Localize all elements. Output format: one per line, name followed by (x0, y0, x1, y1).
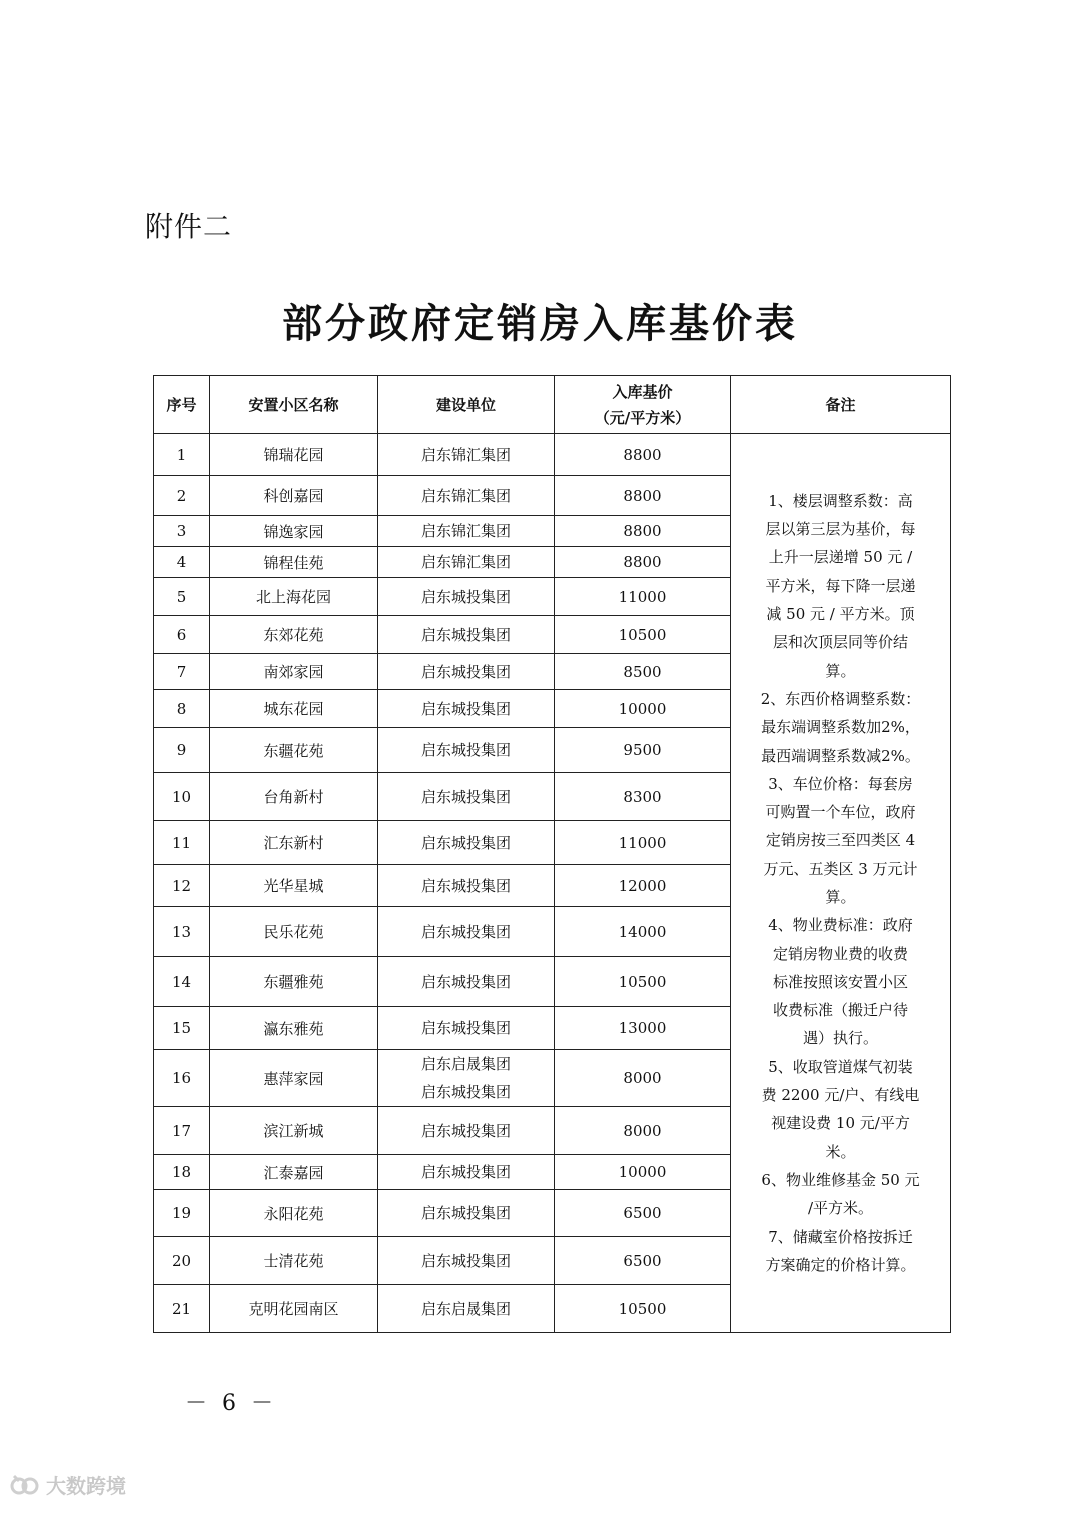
builder-name: 启东城投集团 (420, 833, 511, 852)
cell-price: 10500 (555, 616, 731, 654)
builder-name: 启东城投集团 (420, 741, 511, 759)
cell-community-name: 民乐花苑 (210, 907, 378, 957)
cell-price: 8300 (555, 773, 731, 821)
remarks-line: 5、收取管道煤气初装 (768, 1057, 913, 1076)
builder-name: 启东城投集团 (420, 1083, 511, 1101)
remarks-line: 算。 (825, 888, 856, 906)
remarks-line: 定销房物业费的收费 (772, 944, 908, 963)
cell-community-name: 锦程佳苑 (210, 547, 378, 578)
builder-name: 启东城投集团 (420, 699, 511, 718)
remarks-line: 减 50 元 / 平方米。顶 (766, 605, 915, 624)
remarks-line: 方案确定的价格计算。 (765, 1255, 916, 1274)
builder-name: 启东城投集团 (420, 1251, 511, 1270)
cell-builder (378, 1050, 555, 1107)
cell-seq: 4 (154, 547, 210, 578)
cell-seq: 10 (154, 773, 210, 821)
cell-builder (378, 654, 555, 690)
cell-seq: 15 (154, 1007, 210, 1050)
cell-community-name: 克明花园南区 (210, 1285, 378, 1333)
cell-builder (378, 547, 555, 578)
cell-seq: 11 (154, 821, 210, 865)
header-price-unit: （元/平方米） (594, 408, 691, 427)
remarks-line: 可购置一个车位，政府 (765, 803, 916, 822)
remarks-line: 遇）执行。 (802, 1029, 878, 1048)
remarks-line: 7、储藏室价格按拆迁 (768, 1227, 913, 1246)
cell-seq: 6 (154, 616, 210, 654)
builder-name: 启东城投集团 (420, 625, 511, 644)
builder-name: 启东启晟集团 (420, 1299, 511, 1318)
cell-builder (378, 1107, 555, 1155)
builder-name: 启东锦汇集团 (420, 553, 511, 571)
cell-price: 11000 (555, 821, 731, 865)
cell-builder (378, 476, 555, 516)
cell-price: 6500 (555, 1190, 731, 1237)
cell-community-name: 士清花苑 (210, 1237, 378, 1285)
cell-community-name: 锦逸家园 (210, 516, 378, 547)
cell-builder (378, 1237, 555, 1285)
cell-community-name: 汇泰嘉园 (210, 1155, 378, 1190)
remarks-line: 上升一层递增 50 元 / (768, 548, 913, 567)
builder-name: 启东城投集团 (420, 922, 511, 941)
remarks-line: 2、东西价格调整系数： (760, 689, 921, 708)
header-price (555, 376, 731, 434)
cell-community-name: 南郊家园 (210, 654, 378, 690)
cell-price: 8800 (555, 476, 731, 516)
remarks-line: 算。 (825, 661, 856, 680)
cell-builder (378, 907, 555, 957)
attachment-label: 附件二 (145, 210, 233, 243)
cell-price: 10000 (555, 1155, 731, 1190)
table-header-row (154, 376, 951, 434)
cell-builder (378, 434, 555, 476)
cell-price: 13000 (555, 1007, 731, 1050)
builder-name: 启东锦汇集团 (420, 486, 511, 505)
cell-builder (378, 773, 555, 821)
builder-name: 启东城投集团 (420, 1121, 511, 1140)
cell-community-name: 东疆花苑 (210, 728, 378, 773)
table-body (154, 434, 951, 1333)
cell-community-name: 台角新村 (210, 773, 378, 821)
remarks-line: 视建设费 10 元/平方 (771, 1114, 910, 1133)
cell-builder (378, 1285, 555, 1333)
cell-price: 8800 (555, 547, 731, 578)
builder-name: 启东锦汇集团 (420, 522, 511, 540)
document-title: 部分政府定销房入库基价表 (282, 300, 798, 347)
cell-price: 8500 (555, 654, 731, 690)
remarks-line: 层和次顶层同等价结 (772, 633, 908, 652)
cell-builder (378, 1155, 555, 1190)
cell-seq: 18 (154, 1155, 210, 1190)
remarks-line: 定销房按三至四类区 4 (765, 831, 916, 850)
cell-seq: 8 (154, 690, 210, 728)
cell-seq: 7 (154, 654, 210, 690)
cell-price: 8000 (555, 1050, 731, 1107)
builder-name: 启东城投集团 (420, 972, 511, 991)
remarks-line: 3、车位价格：每套房 (768, 774, 913, 793)
cell-price: 11000 (555, 578, 731, 616)
remarks-line: 米。 (825, 1142, 856, 1161)
cell-seq: 21 (154, 1285, 210, 1333)
cell-community-name: 永阳花苑 (210, 1190, 378, 1237)
cell-builder (378, 690, 555, 728)
builder-name: 启东城投集团 (420, 787, 511, 806)
cell-builder (378, 957, 555, 1007)
cell-seq: 17 (154, 1107, 210, 1155)
cell-community-name: 东疆雅苑 (210, 957, 378, 1007)
cell-price: 8000 (555, 1107, 731, 1155)
cell-builder (378, 1190, 555, 1237)
cell-community-name: 光华星城 (210, 865, 378, 907)
cell-price: 8800 (555, 516, 731, 547)
builder-name: 启东启晟集团 (420, 1055, 511, 1073)
cell-builder (378, 821, 555, 865)
cell-builder (378, 616, 555, 654)
builder-name: 启东城投集团 (420, 1019, 511, 1037)
cell-community-name: 汇东新村 (210, 821, 378, 865)
cell-seq: 3 (154, 516, 210, 547)
cell-builder (378, 1007, 555, 1050)
cell-seq: 12 (154, 865, 210, 907)
remarks-line: 最西端调整系数减2%。 (761, 746, 920, 765)
cell-builder (378, 516, 555, 547)
cell-seq: 1 (154, 434, 210, 476)
cell-seq: 5 (154, 578, 210, 616)
cell-seq: 16 (154, 1050, 210, 1107)
cell-price: 8800 (555, 434, 731, 476)
cell-price: 12000 (555, 865, 731, 907)
builder-name: 启东城投集团 (420, 662, 511, 681)
cell-remarks (731, 434, 951, 1333)
header-builder: 建设单位 (378, 376, 555, 434)
header-community-name: 安置小区名称 (210, 376, 378, 434)
cell-community-name: 惠萍家园 (210, 1050, 378, 1107)
cell-price: 6500 (555, 1237, 731, 1285)
remarks-line: 最东端调整系数加2%， (761, 718, 920, 737)
remarks-line: 万元、五类区 3 万元计 (763, 859, 918, 878)
builder-name: 启东锦汇集团 (420, 445, 511, 464)
header-remarks: 备注 (731, 376, 951, 434)
cell-community-name: 科创嘉园 (210, 476, 378, 516)
cell-seq: 19 (154, 1190, 210, 1237)
remarks-line: 收费标准（搬迁户待 (772, 1001, 908, 1020)
builder-name: 启东城投集团 (420, 587, 511, 606)
remarks-line: 标准按照该安置小区 (772, 972, 908, 991)
header-price-line1: 入库基价 (612, 382, 673, 401)
page-number: － 6 － (185, 1391, 277, 1416)
cell-community-name: 滨江新城 (210, 1107, 378, 1155)
builder-name: 启东城投集团 (420, 1163, 511, 1181)
remarks-line: 费 2200 元/户、有线电 (761, 1086, 920, 1105)
remarks-line: 6、物业维修基金 50 元 (761, 1170, 920, 1189)
builder-name: 启东城投集团 (420, 876, 511, 895)
remarks-line: 层以第三层为基价，每 (765, 520, 916, 539)
cell-builder (378, 728, 555, 773)
cell-builder (378, 865, 555, 907)
price-table (153, 375, 951, 1333)
cell-price: 10500 (555, 957, 731, 1007)
cell-builder (378, 578, 555, 616)
table-row (154, 434, 951, 476)
cell-price: 10000 (555, 690, 731, 728)
remarks-line: /平方米。 (807, 1199, 874, 1218)
cell-seq: 14 (154, 957, 210, 1007)
cell-seq: 20 (154, 1237, 210, 1285)
cell-price: 9500 (555, 728, 731, 773)
watermark-logo-icon (10, 1472, 40, 1498)
header-seq: 序号 (154, 376, 210, 434)
cell-price: 14000 (555, 907, 731, 957)
cell-price: 10500 (555, 1285, 731, 1333)
remarks-line: 1、楼层调整系数：高 (768, 491, 913, 510)
cell-seq: 2 (154, 476, 210, 516)
cell-seq: 9 (154, 728, 210, 773)
cell-community-name: 北上海花园 (210, 578, 378, 616)
watermark-text: 大数跨境 (46, 1474, 126, 1498)
builder-name: 启东城投集团 (420, 1204, 511, 1222)
cell-community-name: 东郊花苑 (210, 616, 378, 654)
cell-community-name: 城东花园 (210, 690, 378, 728)
cell-community-name: 瀛东雅苑 (210, 1007, 378, 1050)
watermark (10, 1470, 126, 1499)
remarks-line: 平方米，每下降一层递 (765, 576, 916, 595)
cell-seq: 13 (154, 907, 210, 957)
cell-community-name: 锦瑞花园 (210, 434, 378, 476)
remarks-line: 4、物业费标准：政府 (768, 916, 913, 935)
